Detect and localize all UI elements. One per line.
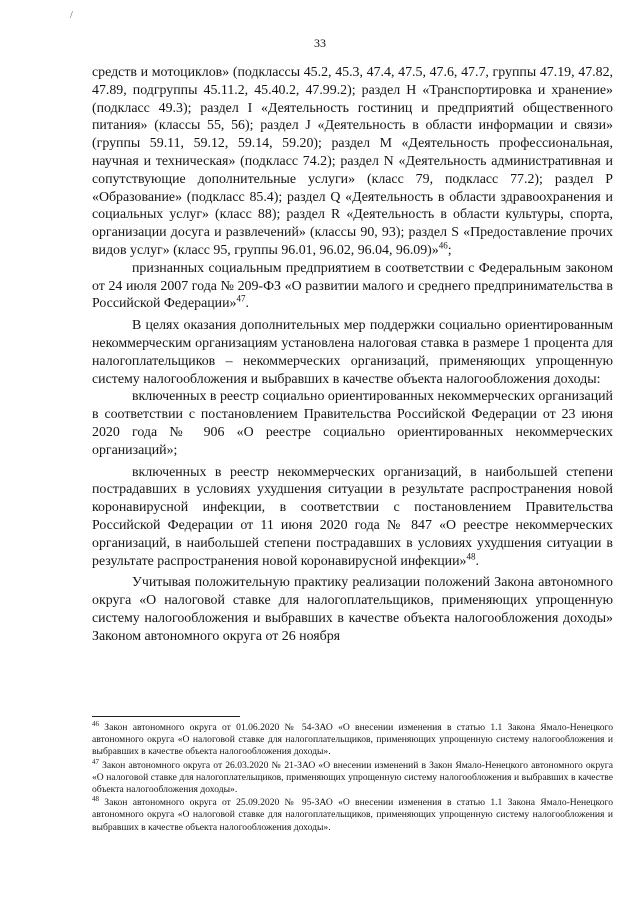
footnote-ref[interactable]: 46 [438,240,448,251]
footnote-text: Закон автономного округа от 01.06.2020 № 54-ЗАО «О внесении изменения в статью 1.1 Закона Ямало-Ненецкого автономного округа «О налоговой ставке для налогоплательщиков, применяющих упрощенную систему налогообложения и выбравших в качестве объекта налогообложения доходы». [92,722,613,758]
footnote-ref[interactable]: 48 [466,550,476,561]
footnote [92,757,613,797]
paragraph-text: В целях оказания дополнительных мер поддержки социально ориентированным некоммерческим организациям установлена налоговая ставка в размере 1 процента для налогоплательщиков – некоммерческих организаций, применяющих упрощенную систему налогообложения и выбравших в качестве объекта налогообложения доходы: [92,318,613,387]
footnotes [92,719,613,835]
footnote-number: 46 [92,719,99,728]
paragraph [92,260,613,313]
paragraph [92,317,613,388]
page-number: 33 [314,36,326,50]
footnote-divider [92,716,240,717]
paragraph-punctuation: ; [447,242,452,258]
paragraph-text: включенных в реестр социально ориентированных некоммерческих организаций в соответствии с постановлением Правительства Российской Федерации от 23 июня 2020 года № 906 «О реестре социально ориентированных некоммерческих организаций»; [92,389,613,458]
paragraph [92,388,613,459]
footnote [92,719,613,759]
paragraph-punctuation: . [245,296,249,312]
scan-mark: / [70,10,73,21]
footnote [92,797,613,834]
paragraph [92,64,613,260]
paragraph [92,574,613,645]
paragraph-text: признанных социальным предприятием в соответствии с Федеральным законом от 24 июля 2007 года № 209-ФЗ «О развитии малого и среднего предпринимательства в Российской Федерации» [92,260,613,312]
footnote-text: Закон автономного округа от 25.09.2020 № 95-ЗАО «О внесении изменения в статью 1.1 Закона Ямало-Ненецкого автономного округа «О налоговой ставке для налогоплательщиков, применяющих упрощенную систему налогообложения и выбравших в качестве объекта налогообложения доходы». [92,797,613,833]
footnote-number: 47 [92,757,99,766]
footnote-number: 48 [92,795,99,804]
paragraph-text: включенных в реестр некоммерческих организаций, в наибольшей степени пострадавших в условиях ухудшения ситуации в результате распространения новой коронавирусной инфекции, в соответствии с постановлением Правительства Российской Федерации от 11 июня 2020 года № 847 «О реестре некоммерческих организаций, в наибольшей степени пострадавших в условиях ухудшения ситуации в результате распространения новой коронавирусной инфекции» [92,464,613,569]
footnote-text: Закон автономного округа от 26.03.2020 № 21-ЗАО «О внесении изменений в Закон Ямало-Ненецкого автономного округа «О налоговой ставке для налогоплательщиков, применяющих упрощенную систему налогообложения и выбравших в качестве объекта налогообложения доходы». [92,759,613,796]
paragraph [92,464,613,571]
body-text [92,64,613,646]
paragraph-punctuation: . [475,553,479,569]
paragraph-text: средств и мотоциклов» (подклассы 45.2, 45.3, 47.4, 47.5, 47.6, 47.7, группы 47.19, 47.82, 47.89, подгруппы 45.11.2, 45.40.2, 47.99.2); раздел H «Транспортировка и хранение» (подкласс 49.3); раздел I «Деятельность гостиниц и предприятий общественного питания» (классы 55, 56); раздел J «Деятельность в области информации и связи» (группы 59.11, 59.12, 59.14, 59.20); раздел M «Деятельность профессиональная, научная и техническая» (подкласс 74.2); раздел N «Деятельность административная и сопутствующие дополнительные услуги» (класс 79, подкласс 77.2); раздел P «Образование» (подкласс 85.4); раздел Q «Деятельность в области здравоохранения и социальных услуг» (класс 88); раздел R «Деятельность в области культуры, спорта, организации досуга и развлечений» (классы 90, 93); раздел S «Предоставление прочих видов услуг» (класс 95, группы 96.01, 96.02, 96.04, 96.09)» [92,65,613,258]
paragraph-text: Учитывая положительную практику реализации положений Закона автономного округа «О налоговой ставке для налогоплательщиков, применяющих упрощенную систему налогообложения и выбравших в качестве объекта налогообложения доходы» Законом автономного округа от 26 ноября [92,575,613,644]
footnote-ref[interactable]: 47 [236,293,246,304]
